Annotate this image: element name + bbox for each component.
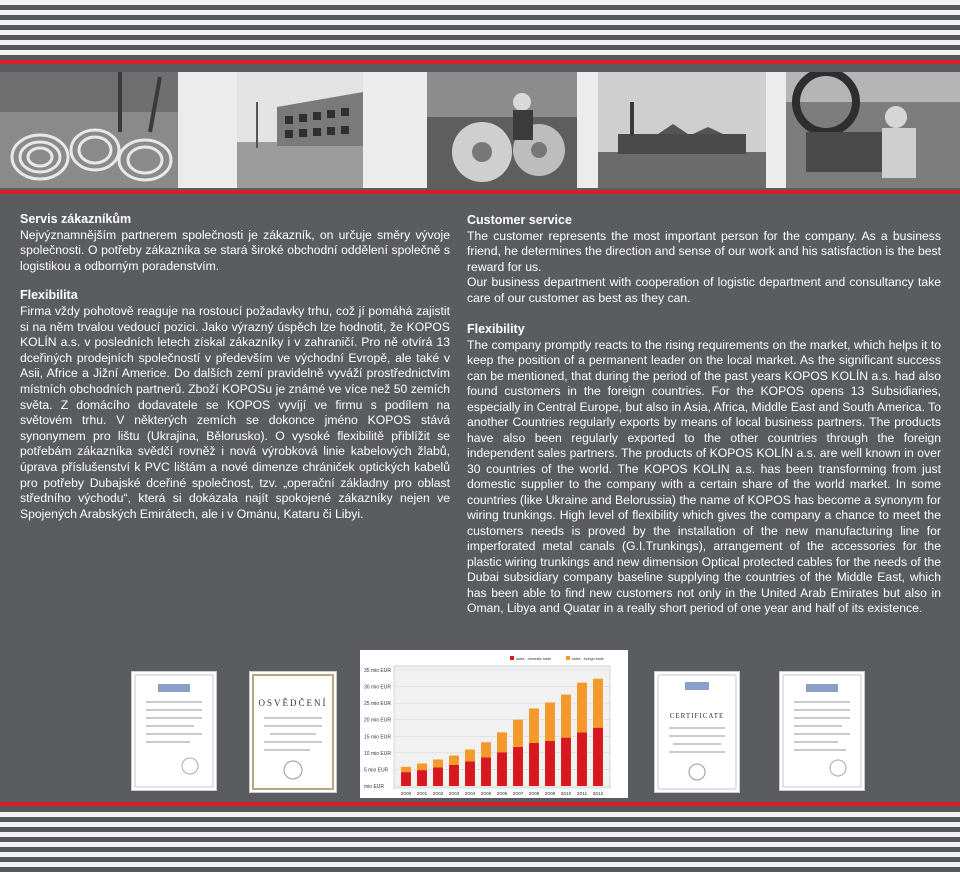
sales-chart xyxy=(360,650,628,798)
bar-segment xyxy=(513,720,523,747)
x-tick-label: 2006 xyxy=(496,792,508,797)
x-tick-label: 2009 xyxy=(544,792,556,797)
red-band-bottom xyxy=(0,802,960,806)
certificate-2-heading: OSVĚDČENÍ xyxy=(258,698,328,708)
y-tick-label: 35 mio EUR xyxy=(364,668,391,674)
x-tick-label: 2001 xyxy=(416,792,428,797)
bar-segment xyxy=(577,683,587,733)
top-stripes xyxy=(0,0,960,60)
y-tick-label: 15 mio EUR xyxy=(364,734,391,741)
x-tick-label: 2004 xyxy=(464,792,476,797)
x-tick-label: 2005 xyxy=(480,792,492,797)
english-text-column xyxy=(467,213,941,617)
y-tick-label: 10 mio EUR xyxy=(364,750,391,757)
x-tick-label: 2003 xyxy=(448,792,460,797)
y-tick-label: 5 mio EUR xyxy=(364,767,389,774)
red-band-top xyxy=(0,60,960,64)
y-tick-label: mio EUR xyxy=(364,784,385,790)
bar-segment xyxy=(449,765,459,786)
bar-segment xyxy=(401,772,411,786)
certificate-1 xyxy=(132,672,216,790)
bar-segment xyxy=(465,750,475,762)
english-flexibility-title: Flexibility xyxy=(467,322,525,336)
bar-segment xyxy=(513,747,523,786)
x-tick-label: 2000 xyxy=(400,792,412,797)
bar-segment xyxy=(481,742,491,757)
czech-flexibility-title: Flexibilita xyxy=(20,288,78,303)
bottom-stripes xyxy=(0,807,960,872)
certificate-5 xyxy=(780,672,864,790)
red-band-mid xyxy=(0,190,960,194)
photo-factory-skyline xyxy=(598,72,766,188)
bar-segment xyxy=(417,763,427,770)
bar-segment xyxy=(449,756,459,765)
y-tick-label: 25 mio EUR xyxy=(364,701,391,708)
bar-segment xyxy=(577,732,587,786)
bar-segment xyxy=(561,738,571,786)
certificate-2 xyxy=(250,672,336,792)
bar-segment xyxy=(593,728,603,786)
legend-swatch xyxy=(566,656,570,660)
x-tick-label: 2007 xyxy=(512,792,524,797)
bar-segment xyxy=(465,761,475,786)
x-tick-label: 2011 xyxy=(576,792,588,797)
legend-label: sales - foreign trade xyxy=(572,657,604,661)
x-tick-label: 2012 xyxy=(592,792,604,797)
bar-segment xyxy=(497,732,507,752)
photo-cable-coils xyxy=(0,72,178,188)
czech-customer-service-title: Servis zákazníkům xyxy=(20,212,132,226)
certificate-4 xyxy=(655,672,739,792)
bar-segment xyxy=(497,752,507,786)
y-tick-label: 30 mio EUR xyxy=(364,684,391,691)
czech-customer-service-text: Nejvýznamnějším partnerem společnosti je zákazník, on určuje směry vývoje společnosti. O potřeby zákazníka se stará široké obchodní oddělení společně s logistikou a odborným poradenstvím. xyxy=(20,227,450,273)
certificate-4-heading: CERTIFICATE xyxy=(669,712,725,720)
legend-label: sales - domestic trade xyxy=(516,657,552,661)
x-tick-label: 2002 xyxy=(432,792,444,797)
bar-segment xyxy=(529,708,539,742)
y-tick-label: 20 mio EUR xyxy=(364,717,391,724)
bar-segment xyxy=(545,702,555,740)
legend-swatch xyxy=(510,656,514,660)
english-customer-service-title: Customer service xyxy=(467,213,572,227)
bar-segment xyxy=(545,741,555,786)
bar-segment xyxy=(433,767,443,786)
bar-segment xyxy=(417,770,427,786)
bar-segment xyxy=(593,679,603,728)
english-customer-service-text: The customer represents the most important person for the company. As a business friend, he determines the direction and sense of our work and his satisfaction is the best reward for us. xyxy=(467,228,941,274)
photo-cable-reels xyxy=(427,72,577,188)
bar-segment xyxy=(433,759,443,767)
x-tick-label: 2010 xyxy=(560,792,572,797)
english-flexibility-text: The company promptly reacts to the rising requirements on the market, which helps it to keep the position of a permanent leader on the local market. As the significant success can be mentioned, that during the period of the past years KOPOS KOLÍN a.s. had also found customers in the foreign countries. For the KOPOS opens 13 Subsidiaries, especially in Central Europe, but also in Asia, Africa, Middle East and South America. To another Countries regularly exports by means of local business partners. The products have also been regularly exported to the other countries through the foreign independent sales partners. The products of KOPOS KOLÍN a.s. are well known in over 30 countries of the world. The KOPOS KOLIN a.s. has been transforming from just domestic supplier to the company with a certain share of the world market. In some countries (like Ukraine and Belorussia) the name of KOPOS has become a synonym for wiring trunkings. High level of flexibility which gives the company a chance to meet the customers needs is proved by the installation of the new manufacturing line for imperforated metal canals (G.I.Trunkings), arrangement of the accessories for the plastic wiring trunkings and new dimension Optical protected cables for the needs of the Dubai subsidiary company baseline supplying the countries of the Middle East, which has been able to find new customers not only in the United Arab Emirates but also in Oman, Libya and Quatar in a really short period of one year and half of its existence. xyxy=(467,337,941,615)
bar-segment xyxy=(401,767,411,772)
czech-text-column xyxy=(20,212,450,522)
bar-segment xyxy=(481,757,491,786)
x-tick-label: 2008 xyxy=(528,792,540,797)
photo-worker-machine xyxy=(786,72,960,188)
czech-flexibility-text: Firma vždy pohotově reaguje na rostoucí požadavky trhu, což jí pomáhá zajistit si na něm trvalou vedoucí pozici. Jako výrazný úspěch lze hodnotit, že KOPOS KOLÍN a.s. v posledních letech získal zákazníky i v zahraničí. Pro ně otvírá 13 dceřiných prodejních společností v především ve východní Evropě, ale také v Asii, Africe a Jižní Americe. Do dalších zemí pravidelně vyváží prostřednictvím místních obchodních partnerů. Zboží KOPOSu je známé ve více než 50 zemích světa. Z domácího dodavatele se KOPOS vyvíjí ve firmu s podílem na světovém trhu. V některých zemích se dokonce jméno KOPOS stává synonymem pro lištu (Ukrajina, Bělorusko). O vysoké flexibilitě přiblížit se potřebám zákazníka svědčí rovněž i nová výrobková linie kabelových žlabů, úprava příslušenství k PVC lištám a nové dimenze chrániček optických kabelů pro potřeby Dubajské dceřiné společnost, tzv. „operační základny pro oblast středního východu“, která si dokázala najít spokojené zákazníky nejen ve Spojených Arabských Emirátech, ale i v Ománu, Kataru či Libyi. xyxy=(20,303,450,521)
photo-factory-building xyxy=(237,72,363,188)
bar-segment xyxy=(561,695,571,738)
english-customer-service-text-2: Our business department with cooperation of logistic department and consultancy take care of our customer as best as they can. xyxy=(467,275,941,305)
bar-segment xyxy=(529,743,539,786)
